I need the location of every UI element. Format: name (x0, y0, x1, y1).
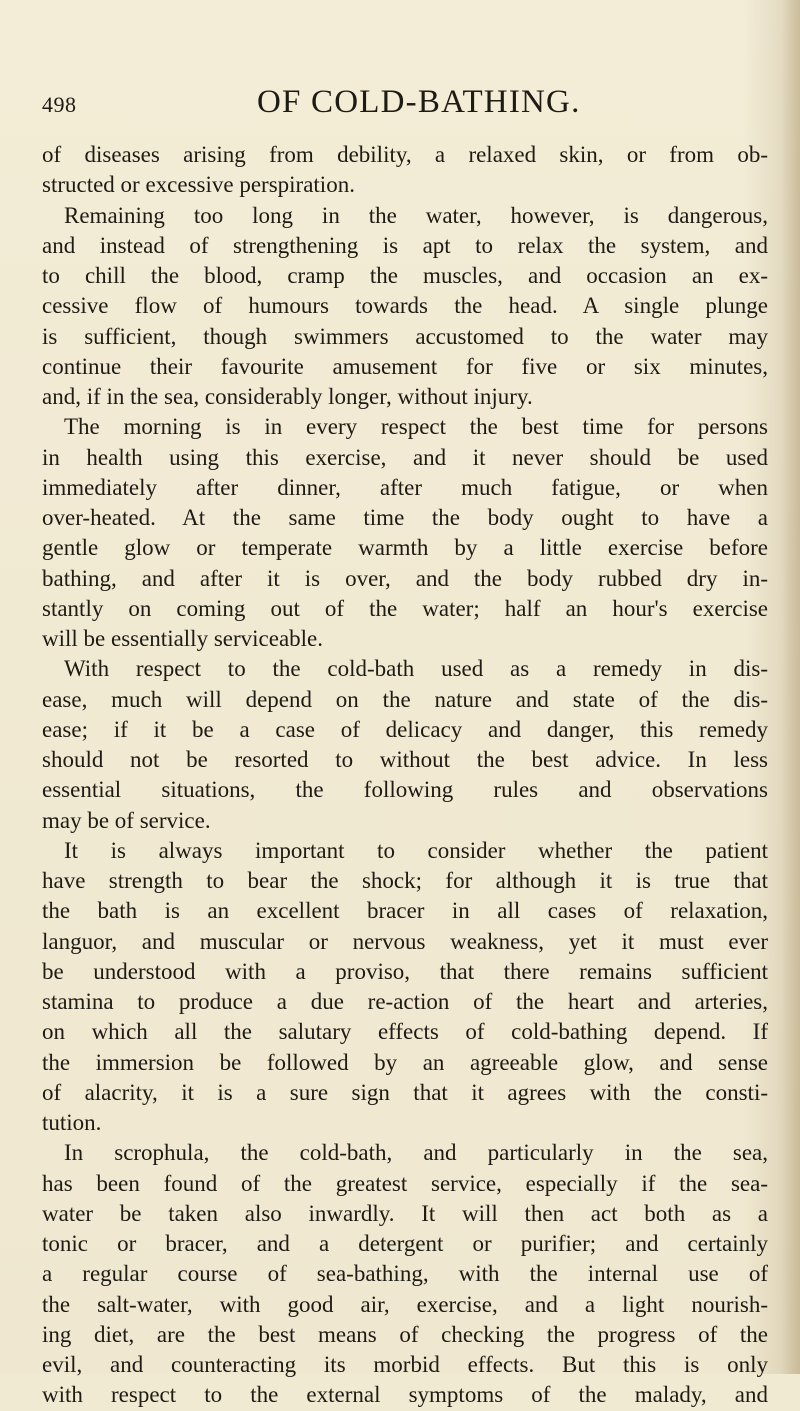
text-line: the immersion be followed by an agreeable glow, and sense (42, 1049, 768, 1075)
text-line: structed or excessive perspiration. (42, 172, 355, 198)
text-line: is sufficient, though swimmers accustomed to the water may (42, 323, 768, 349)
text-line: be understood with a proviso, that there remains sufficient (42, 958, 768, 984)
text-line: The morning is in every respect the best time for persons (64, 414, 768, 440)
text-line: to chill the blood, cramp the muscles, and occasion an ex- (42, 263, 768, 288)
text-line: stantly on coming out of the water; half an hour's exercise (42, 595, 768, 621)
text-line: should not be resorted to without the best advice. In less (42, 747, 768, 772)
text-line: stamina to produce a due re-action of the heart and arteries, (42, 989, 768, 1014)
page-edge-shadow (782, 0, 800, 1374)
text-line: cessive flow of humours towards the head. A single plunge (42, 293, 768, 319)
text-line: ease, much will depend on the nature and state of the dis- (42, 686, 768, 712)
text-line: of diseases arising from debility, a relaxed skin, or from ob- (42, 142, 768, 167)
text-line: ing diet, are the best means of checking the progress of the (42, 1321, 768, 1347)
text-line: the salt-water, with good air, exercise, and a light nourish- (42, 1291, 768, 1317)
text-line: Remaining too long in the water, however, is dangerous, (64, 202, 768, 228)
text-line: evil, and counteracting its morbid effects. But this is only (42, 1352, 768, 1377)
text-line: with respect to the external symptoms of the malady, and (42, 1382, 768, 1408)
text-line: immediately after dinner, after much fatigue, or when (42, 474, 768, 500)
text-line: of alacrity, it is a sure sign that it agrees with the consti- (42, 1079, 768, 1105)
text-line: water be taken also inwardly. It will then act both as a (42, 1200, 768, 1226)
text-line: gentle glow or temperate warmth by a little exercise before (42, 535, 768, 561)
text-line: over-heated. At the same time the body ought to have a (42, 505, 768, 530)
text-line: a regular course of sea-bathing, with the internal use of (42, 1261, 768, 1287)
text-line: have strength to bear the shock; for although it is true that (42, 868, 768, 893)
body-text (42, 140, 768, 1411)
text-line: in health using this exercise, and it never should be used (42, 444, 768, 470)
text-line: In scrophula, the cold-bath, and particularly in the sea, (64, 1140, 768, 1166)
text-line: continue their favourite amusement for five or six minutes, (42, 353, 768, 379)
text-line: will be essentially serviceable. (42, 626, 324, 651)
text-line: may be of service. (42, 807, 211, 833)
text-line: tution. (42, 1110, 102, 1135)
text-line: on which all the salutary effects of cold-bathing depend. If (42, 1019, 768, 1045)
text-line: bathing, and after it is over, and the body rubbed dry in- (42, 565, 768, 591)
text-line: It is always important to consider whether the patient (64, 837, 768, 863)
page-header (42, 84, 782, 124)
text-line: ease; if it be a case of delicacy and danger, this remedy (42, 716, 768, 742)
text-line: and instead of strengthening is apt to relax the system, and (42, 232, 768, 258)
text-line: essential situations, the following rules and observations (42, 777, 768, 803)
text-line: With respect to the cold-bath used as a remedy in dis- (64, 656, 768, 682)
text-line: languor, and muscular or nervous weakness, yet it must ever (42, 928, 768, 954)
text-line: and, if in the sea, considerably longer, without injury. (42, 384, 533, 409)
running-head: OF COLD-BATHING. (257, 84, 581, 120)
text-line: has been found of the greatest service, especially if the sea- (42, 1170, 768, 1196)
text-line: tonic or bracer, and a detergent or purifier; and certainly (42, 1231, 768, 1256)
text-line: the bath is an excellent bracer in all cases of relaxation, (42, 898, 768, 924)
page-number: 498 (42, 92, 77, 117)
